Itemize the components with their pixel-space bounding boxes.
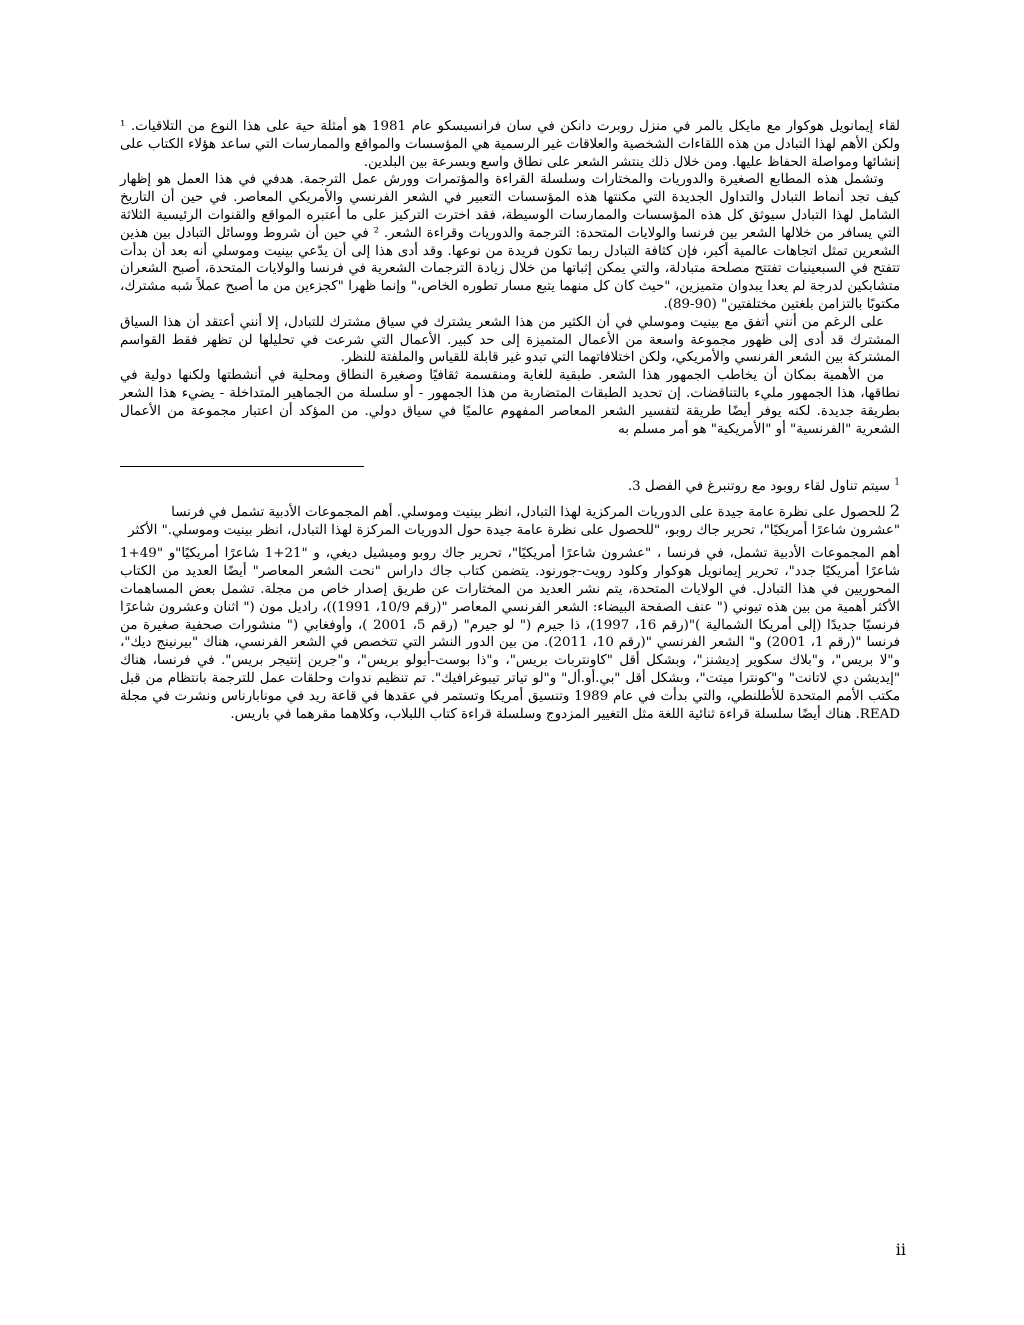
body-paragraph-2: وتشمل هذه المطابع الصغيرة والدوريات والمختارات وسلسلة القراءة والمؤتمرات وورش عمل الترجمة. هدفي في هذا العمل هو إظهار كيف تجد أنماط التبادل والتداول الجديدة التي مكنتها هذه المؤسسات التعبير في الشعر الفرنسي والأمريكي المعاصر. في حين أن التاريخ الشامل لهذا التبادل سيوثق كل هذه المؤسسات والممارسات الوسيطة، فقد اخترت التركيز على ما أعتبره المواقع والقنوات الرئيسية الثلاثة التي يسافر من خلالها الشعر بين فرنسا والولايات المتحدة: الترجمة والدوريات وقراءة الشعر. ² في حين أن شروط ووسائل التبادل بين هذين الشعرين تمثل اتجاهات عالمية أكبر، فإن كثافة التبادل ربما تكون فريدة من نوعها. وقد أدى هذا إلى أن يدّعي بينيت وموسلي أنه بعد أن بدأت تتفتح في السبعينيات تفتتح مصلحة متبادلة، والتي يمكن إثباتها من خلال زيادة الترجمات الشعرية في فرنسا والولايات المتحدة، أصبح الشعران متشابكين لدرجة لم يعدا يبدوان متميزين، "حيث كان كل منهما يتبع مسار تطوره الخاص،" وإنما ظهرا "كجزءين من ما أصبح عملاً شبه مشترك، مكتوبًا بالتزامن بلغتين مختلفتين" (90-89).	[120, 172, 900, 312]
body-paragraph-1: لقاء إيمانويل هوكوار مع مايكل بالمر في منزل روبرت دانكن في سان فرانسيسكو عام 1981 هو أمثلة حية على هذا النوع من التلاقيات. ¹ ولكن الأهم لهذا التبادل من هذه اللقاءات الشخصية والعلاقات غير الرسمية هي المؤسسات والمواقع والممارسات التي ساعد هؤلاء الكتاب على إنشائها ومواصلة الحفاظ عليها. ومن خلال ذلك ينتشر الشعر على نطاق واسع وبسرعة بين البلدين.	[120, 119, 900, 170]
footnote-2	[120, 502, 900, 540]
body-text	[120, 118, 900, 438]
footnote-2-marker: 2	[889, 500, 900, 520]
body-paragraph-4: من الأهمية بمكان أن يخاطب الجمهور هذا الشعر. طبقية للغاية ومنقسمة ثقافيًا وصغيرة النطاق ومحلية في أنشطتها ولكنها دولية في نطاقها، هذا الجمهور مليء بالتناقضات. إن تحديد الطبقات المتضاربة من هذا الجمهور - أو سلسلة من الجماهير المتداخلة - يضيء هذا الشعر بطريقة جديدة. لكنه يوفر أيضًا طريقة لتفسير الشعر المعاصر المفهوم عالميًا في سياق دولي. من المؤكد أن اعتبار مجموعة من الأعمال الشعرية "الفرنسية" أو "الأمريكية" هو أمر مسلم به	[120, 368, 900, 437]
page-number: ii	[895, 1240, 906, 1259]
body-paragraph-3: على الرغم من أنني أتفق مع بينيت وموسلي في أن الكثير من هذا الشعر يشترك في سياق مشترك للتبادل، إلا أنني أعتقد أن هذا السياق المشترك قد أدى إلى ظهور مجموعة واسعة من الأعمال المتميزة إلى حد كبير. الأعمال التي شرعت في تحليلها لن تظهر فقط القواسم المشتركة بين الشعر الفرنسي والأمريكي، ولكن اختلافاتهما التي تبدو غير قابلة للقياس والملفتة للنظر.	[120, 314, 900, 366]
footnote-1-marker: 1	[894, 477, 900, 488]
footnote-1-text: سيتم تناول لقاء روبود مع روتنبرغ في الفصل 3.	[627, 479, 890, 494]
footnote-2-continuation: أهم المجموعات الأدبية تشمل، في فرنسا ، "عشرون شاعرًا أمريكيًا"، تحرير جاك روبو وميشيل ديغي، و "21+1 شاعرًا أمريكيًا"و "49+1 شاعرًا أمريكيًا جدد"، تحرير إيمانويل هوكوار وكلود رويت-جورنود. يتضمن كتاب جاك داراس "نحت الشعر المعاصر" أيضًا العديد من الكتاب المحوريين في هذا التبادل. في الولايات المتحدة، يتم نشر العديد من المختارات عن طريق إصدار خاص من مجلة. تشمل بعض المساهمات الأكثر أهمية من بين هذه تيوني (" عنف الصفحة البيضاء: الشعر الفرنسي المعاصر "(رقم 10/9، 1991))، راديل مون (" اثنان وعشرون شاعرًا فرنسيًا جديدًا (إلى أمريكا الشمالية )"(رقم 16، 1997)، ذا جيرم (" لو جيرم" (رقم 5، 2001 )، وأوفغابي (" منشورات صحفية صغيرة من فرنسا "(رقم 1، 2001) و" الشعر الفرنسي "(رقم 10، 2011). من بين الدور النشر التي تتخصص في الشعر الفرنسي، هناك "بيرنينج ديك"، و"لا بريس"، و"بلاك سكوير إديشنز"، وبشكل أقل "كاونتربات بريس"، و"ذا بوست-أبولو بريس"، و"جرين إنتيجر بريس". في فرنسا، هناك "إيديشن دي لاتانت" و"كونترا ميتت"، وبشكل أقل "بي.أو.أل" و"لو تياتر تيبوغرافيك". تم تنظيم ندوات وحلقات عمل للترجمة بانتظام من قبل مكتب الأمم المتحدة للأطلنطي، والتي بدأت في عام 1989 وتنسيق أمريكا وتستمر في عقدها في قاعة ريد في مونابارناس ونشرت في مجلة READ. هناك أيضًا سلسلة قراءة ثنائية اللغة مثل التغيير المزدوج وسلسلة قراءة كتاب اللبلاب، وكلاهما مقرهما في باريس.	[120, 546, 900, 722]
footnote-2-line2: "عشرون شاعرًا أمريكيًا"، تحرير جاك روبو، "للحصول على نظرة عامة جيدة حول الدوريات المركزة لهذا التبادل، انظر بينيت وموسلي." الأكثر	[128, 522, 900, 538]
footnote-separator	[120, 466, 364, 467]
footnote-2-text: للحصول على نظرة عامة جيدة على الدوريات المركزية لهذا التبادل، انظر بينيت وموسلي. أهم المجموعات الأدبية تشمل في فرنسا	[171, 504, 886, 520]
footnotes	[120, 476, 900, 723]
footnote-1	[120, 478, 900, 496]
